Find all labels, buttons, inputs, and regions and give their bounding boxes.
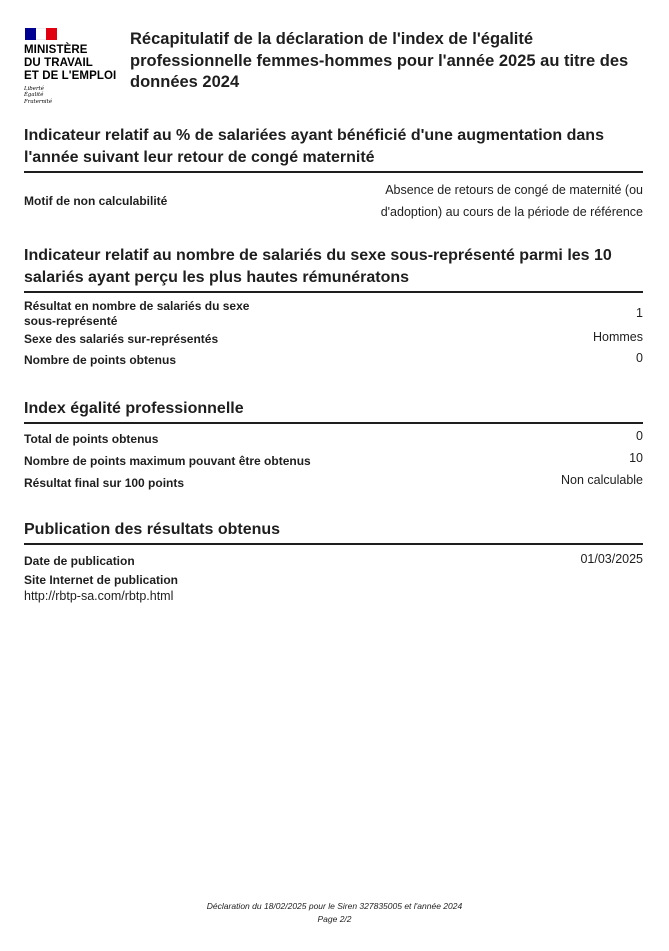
field-label: Motif de non calculabilité [24, 194, 168, 208]
document-title: Récapitulatif de la déclaration de l'index de l'égalité professionnelle femmes-hommes pour l'année 2025 au titre des données 2024 [130, 30, 629, 91]
page-footer [0, 900, 669, 926]
field-label: Résultat final sur 100 points [24, 476, 185, 490]
field-row [24, 573, 643, 604]
declaration-info: Déclaration du 18/02/2025 pour le Siren 327835005 et l'année 2024 [206, 901, 463, 911]
ministry-name-line: ET DE L'EMPLOI [24, 70, 117, 82]
field-label: Site Internet de publication [24, 573, 179, 587]
field-value: 0 [636, 429, 643, 443]
page-number: Page 2/2 [317, 914, 352, 924]
ministry-name [24, 44, 124, 83]
motto-line: Fraternité [24, 98, 53, 105]
field-row [24, 353, 643, 368]
field-row [24, 299, 643, 329]
field-value: Non calculable [561, 473, 643, 487]
field-row [24, 332, 643, 347]
section-top10-indicator [24, 245, 643, 368]
section-publication [24, 519, 643, 604]
field-row [24, 451, 643, 476]
ministry-name-line: MINISTÈRE [24, 44, 88, 56]
ministry-name-line: DU TRAVAIL [24, 57, 93, 69]
field-value: 1 [636, 306, 643, 320]
motto-line: Égalité [24, 92, 44, 99]
field-label: Résultat en nombre de salariés du sexe sous-représenté [24, 299, 250, 328]
field-label: Nombre de points obtenus [24, 353, 177, 367]
field-row [24, 180, 643, 223]
section-maternity-indicator [24, 125, 643, 223]
section-title: Indicateur relatif au % de salariées ayant bénéficié d'une augmentation dans l'année suivant leur retour de congé maternité [24, 125, 643, 173]
section-title: Index égalité professionnelle [24, 398, 643, 424]
field-label: Sexe des salariés sur-représentés [24, 332, 219, 346]
ministry-logo [24, 28, 124, 105]
field-value: Hommes [592, 330, 643, 344]
republic-motto [24, 86, 124, 105]
field-value: Absence de retours de congé de maternité (ou d'adoption) au cours de la période de référence [380, 183, 643, 219]
section-title: Publication des résultats obtenus [24, 519, 643, 545]
field-label: Total de points obtenus [24, 432, 159, 446]
field-label: Nombre de points maximum pouvant être obtenus [24, 454, 311, 468]
field-row [24, 554, 643, 569]
motto-line: Liberté [24, 86, 44, 92]
section-equality-index [24, 398, 643, 498]
field-row [24, 429, 643, 454]
field-label: Date de publication [24, 554, 135, 568]
section-title: Indicateur relatif au nombre de salariés du sexe sous-représenté parmi les 10 salariés ayant perçu les plus hautes rémunératons [24, 245, 643, 293]
field-value: 01/03/2025 [580, 552, 643, 566]
field-row [24, 473, 643, 498]
field-value: 10 [629, 451, 643, 465]
french-flag-icon [25, 28, 57, 40]
field-value: 0 [636, 351, 643, 365]
publication-url: http://rbtp-sa.com/rbtp.html [24, 589, 174, 603]
